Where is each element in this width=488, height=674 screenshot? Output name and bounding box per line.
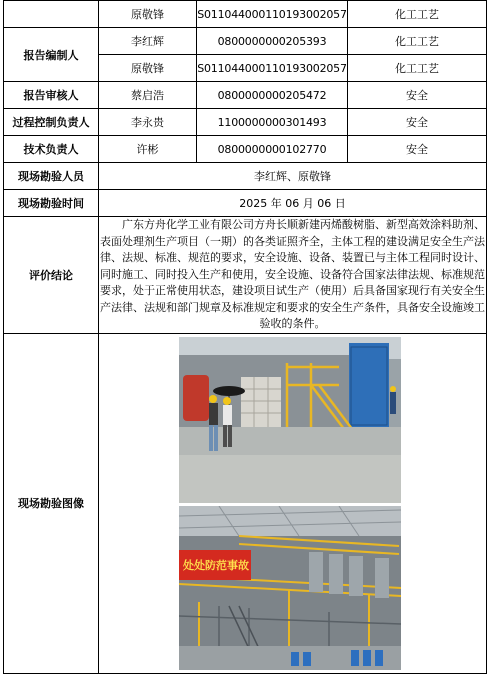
specialty: 安全	[348, 109, 487, 136]
person-name: 原敬锋	[99, 55, 197, 82]
site-photo-indoor	[179, 506, 401, 670]
conclusion-text: 广东方舟化学工业有限公司方舟长顺新建丙烯酸树脂、新型高效涂料助剂、表面处理剂生产项目（一期）的各类证照齐全，主体工程的建设满足安全生产法律、法规、标准、规范的要求，安全设施、设备、装置已与主体工程同时设计、同时施工、同时投入生产和使用，安全设施、设备符合国家法律法规、标准规范要求，处于正常使用状态，建设项目试生产（使用）后具备国家现行有关安全生产法律、法规和部门规章及标准规定和要求的安全生产条件，具备安全设施竣工验收的条件。	[99, 217, 487, 334]
tech-lead-label: 技术负责人	[4, 136, 99, 163]
row-label-empty	[4, 1, 99, 28]
safety-banner-text: 处处防范事故	[183, 559, 249, 572]
certificate-number: 0800000000205472	[197, 82, 348, 109]
table-row	[4, 109, 487, 136]
certificate-number: S011044000110193002057	[197, 1, 348, 28]
table-row	[4, 1, 487, 28]
conclusion-label: 评价结论	[4, 217, 99, 334]
specialty: 化工工艺	[348, 1, 487, 28]
table-row	[4, 190, 487, 217]
survey-table	[3, 0, 487, 674]
table-row	[4, 163, 487, 190]
survey-people-value: 李红辉、原敬锋	[99, 163, 487, 190]
certificate-number: S011044000110193002057	[197, 55, 348, 82]
editor-label: 报告编制人	[4, 28, 99, 82]
table-row	[4, 217, 487, 334]
photos-cell	[99, 333, 487, 673]
process-control-label: 过程控制负责人	[4, 109, 99, 136]
certificate-number: 1100000000301493	[197, 109, 348, 136]
specialty: 安全	[348, 136, 487, 163]
site-photo-outdoor	[179, 337, 401, 503]
specialty: 化工工艺	[348, 55, 487, 82]
certificate-number: 0800000000205393	[197, 28, 348, 55]
certificate-number: 0800000000102770	[197, 136, 348, 163]
table-row	[4, 82, 487, 109]
survey-people-label: 现场勘验人员	[4, 163, 99, 190]
reviewer-label: 报告审核人	[4, 82, 99, 109]
person-name: 李永贵	[99, 109, 197, 136]
person-name: 许彬	[99, 136, 197, 163]
photos-label: 现场勘验图像	[4, 333, 99, 673]
specialty: 化工工艺	[348, 28, 487, 55]
table-row	[4, 28, 487, 55]
table-row	[4, 333, 487, 673]
survey-time-value: 2025 年 06 月 06 日	[99, 190, 487, 217]
person-name: 原敬锋	[99, 1, 197, 28]
specialty: 安全	[348, 82, 487, 109]
person-name: 蔡启浩	[99, 82, 197, 109]
survey-time-label: 现场勘验时间	[4, 190, 99, 217]
person-name: 李红辉	[99, 28, 197, 55]
table-row	[4, 136, 487, 163]
